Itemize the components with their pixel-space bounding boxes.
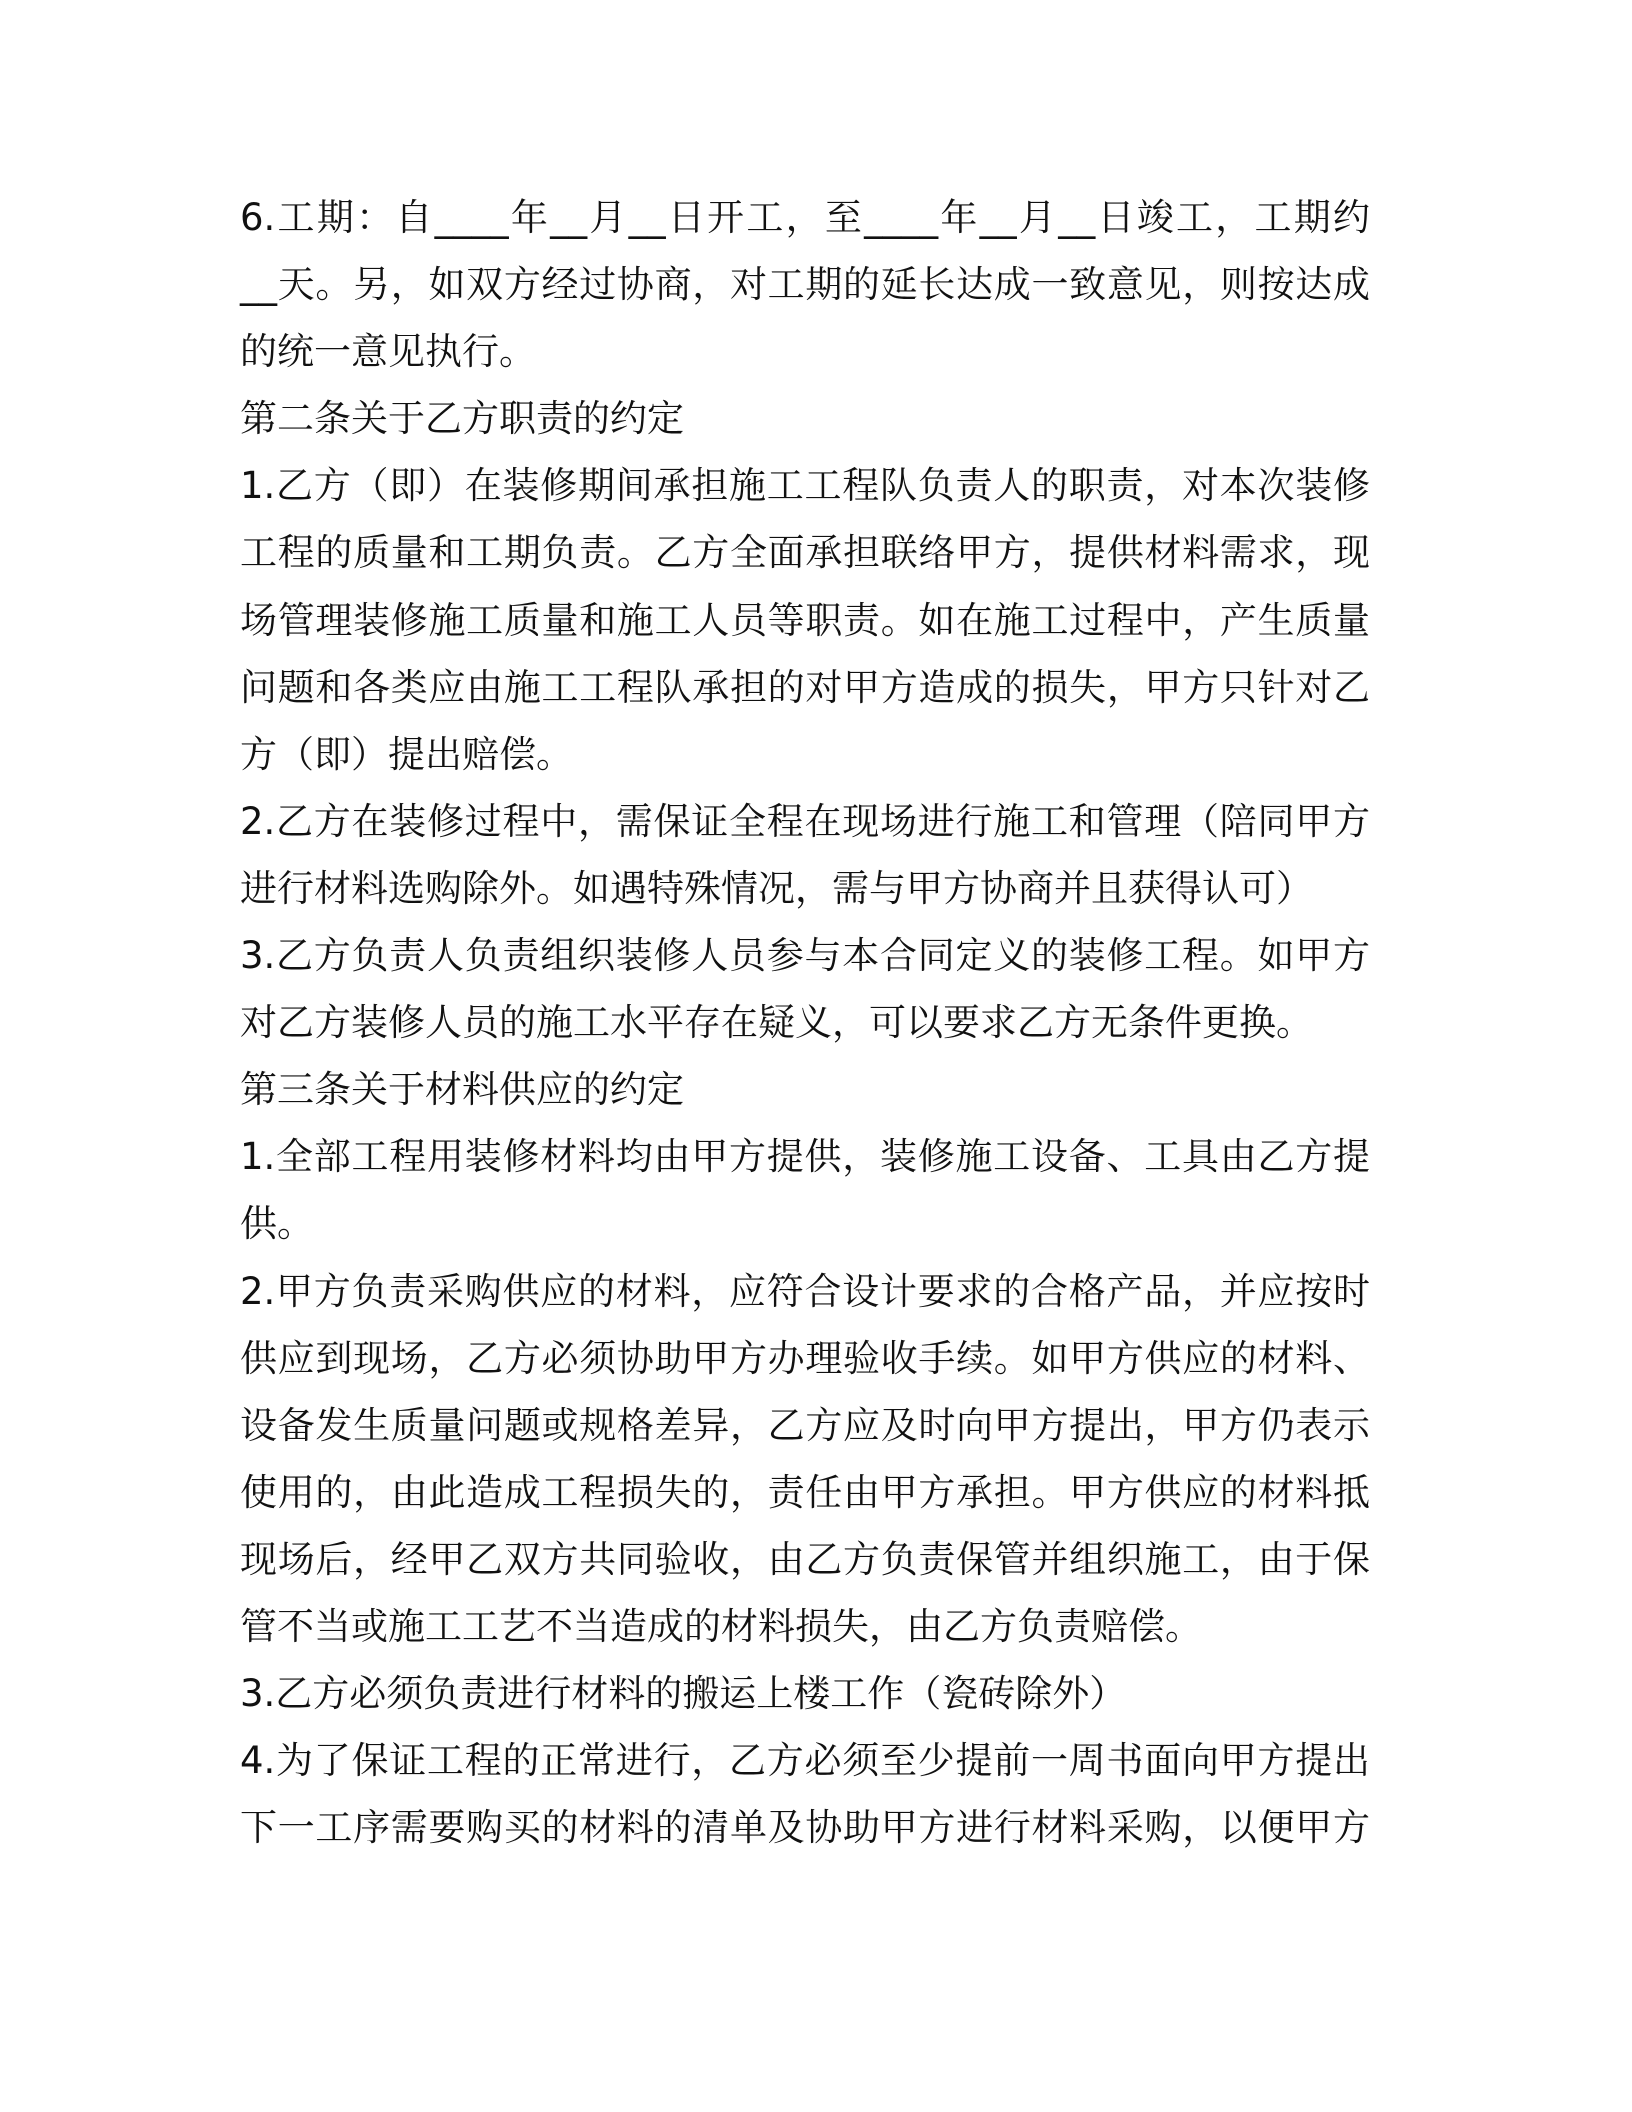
text-line: 现场后，经甲乙双方共同验收，由乙方负责保管并组织施工，由于保: [240, 1537, 1370, 1581]
text-line: 进行材料选购除外。如遇特殊情况，需与甲方协商并且获得认可）: [240, 866, 1313, 910]
text-line: 工程的质量和工期负责。乙方全面承担联络甲方，提供材料需求，现: [240, 531, 1370, 575]
text-line: 场管理装修施工质量和施工人员等职责。如在施工过程中，产生质量: [240, 598, 1370, 642]
text-line: 问题和各类应由施工工程队承担的对甲方造成的损失，甲方只针对乙: [240, 665, 1370, 709]
section-heading: 第三条关于材料供应的约定: [240, 1068, 684, 1112]
text-line: 1.全部工程用装修材料均由甲方提供，装修施工设备、工具由乙方提: [240, 1135, 1370, 1179]
text-line: 使用的，由此造成工程损失的，责任由甲方承担。甲方供应的材料抵: [240, 1470, 1370, 1514]
text-line: 2.乙方在装修过程中，需保证全程在现场进行施工和管理（陪同甲方: [240, 799, 1370, 843]
text-line: 4.为了保证工程的正常进行，乙方必须至少提前一周书面向甲方提出: [240, 1739, 1370, 1783]
text-line: 6.工期：自____年__月__日开工，至____年__月__日竣工，工期约: [240, 196, 1370, 239]
document-page: [240, 184, 1370, 1924]
text-line: 的统一意见执行。: [240, 330, 536, 374]
section-heading: 第二条关于乙方职责的约定: [240, 397, 684, 441]
text-line: 2.甲方负责采购供应的材料，应符合设计要求的合格产品，并应按时: [240, 1269, 1370, 1313]
text-line: __天。另，如双方经过协商，对工期的延长达成一致意见，则按达成: [240, 263, 1370, 307]
text-line: 管不当或施工工艺不当造成的材料损失，由乙方负责赔偿。: [240, 1604, 1202, 1648]
text-line: 方（即）提出赔偿。: [240, 732, 573, 776]
text-line: 1.乙方（即）在装修期间承担施工工程队负责人的职责，对本次装修: [240, 464, 1370, 508]
text-line: 3.乙方负责人负责组织装修人员参与本合同定义的装修工程。如甲方: [240, 934, 1370, 978]
text-line: 下一工序需要购买的材料的清单及协助甲方进行材料采购，以便甲方: [240, 1806, 1370, 1850]
text-line: 设备发生质量问题或规格差异，乙方应及时向甲方提出，甲方仍表示: [240, 1403, 1370, 1447]
text-line: 供。: [240, 1202, 314, 1246]
text-line: 供应到现场，乙方必须协助甲方办理验收手续。如甲方供应的材料、: [240, 1336, 1370, 1380]
text-line: 3.乙方必须负责进行材料的搬运上楼工作（瓷砖除外）: [240, 1672, 1127, 1716]
text-line: 对乙方装修人员的施工水平存在疑义，可以要求乙方无条件更换。: [240, 1001, 1313, 1045]
